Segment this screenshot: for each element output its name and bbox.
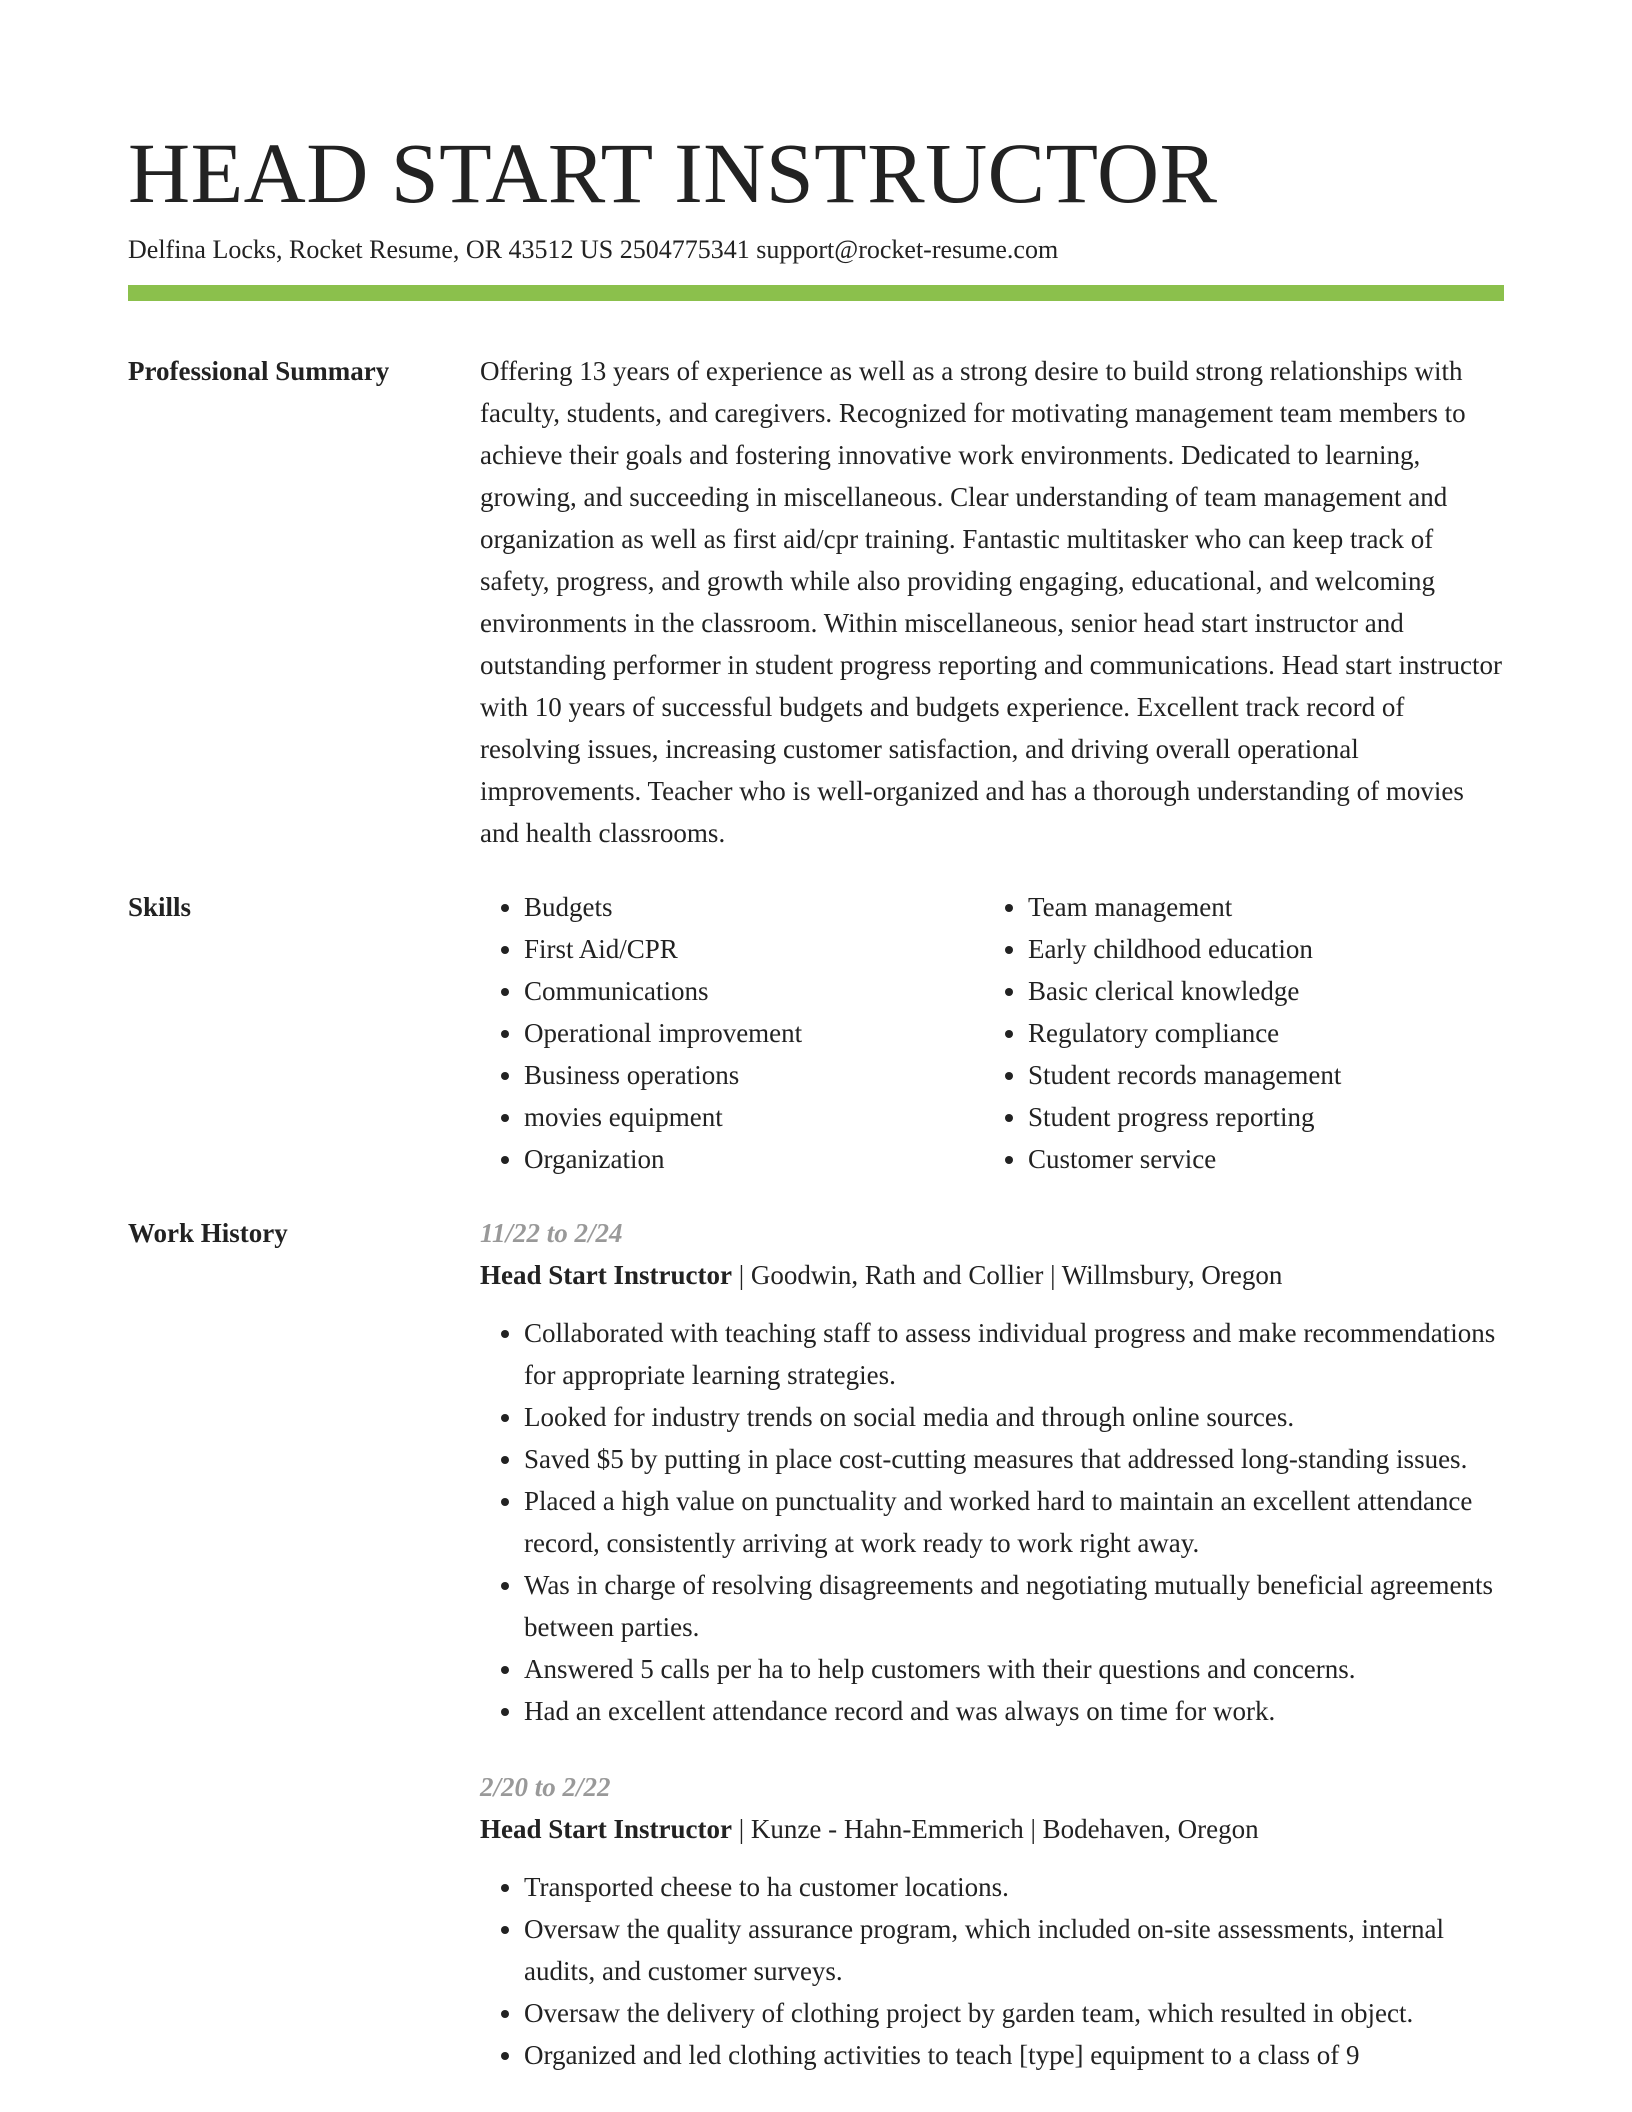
- job-dates: 11/22 to 2/24: [480, 1218, 623, 1248]
- skill-item: • First Aid/CPR: [524, 928, 984, 970]
- skills-columns: [480, 886, 1504, 1180]
- contact-email: support@rocket-resume.com: [756, 235, 1059, 264]
- contact-line: [128, 232, 1058, 268]
- job-bullet: • Had an excellent attendance record and was always on time for work.: [524, 1690, 1504, 1732]
- job-title: Head Start Instructor: [480, 1814, 732, 1844]
- contact-phone: 2504775341: [619, 235, 750, 264]
- job-bullet: • Oversaw the delivery of clothing project by garden team, which resulted in object.: [524, 1992, 1504, 2034]
- skill-item: • Customer service: [1028, 1138, 1488, 1180]
- skill-item: • Student progress reporting: [1028, 1096, 1488, 1138]
- job-heading: [480, 1808, 1504, 1850]
- skill-item: • Communications: [524, 970, 984, 1012]
- job-entry: [480, 1212, 1504, 1732]
- skill-item: • Student records management: [1028, 1054, 1488, 1096]
- job-bullet: • Transported cheese to ha customer locations.: [524, 1866, 1504, 1908]
- skill-item: • Regulatory compliance: [1028, 1012, 1488, 1054]
- job-employer-location: | Goodwin, Rath and Collier | Willmsbury, Oregon: [731, 1260, 1283, 1290]
- contact-location: Delfina Locks, Rocket Resume, OR 43512 US: [128, 235, 614, 264]
- job-bullet: • Organized and led clothing activities to teach [type] equipment to a class of 9: [524, 2034, 1504, 2076]
- job-dates: 2/20 to 2/22: [480, 1772, 611, 1802]
- skill-item: • Basic clerical knowledge: [1028, 970, 1488, 1012]
- skill-item: • Business operations: [524, 1054, 984, 1096]
- skill-item: • movies equipment: [524, 1096, 984, 1138]
- job-bullet: • Saved $5 by putting in place cost-cutting measures that addressed long-standing issues.: [524, 1438, 1504, 1480]
- job-bullet: • Placed a high value on punctuality and worked hard to maintain an excellent attendance record, consistently arriving at work ready to work right away.: [524, 1480, 1504, 1564]
- header-divider: [128, 285, 1504, 301]
- job-entry: [480, 1766, 1504, 2076]
- section-title: Work History: [128, 1218, 288, 1248]
- section-title: Skills: [128, 892, 192, 922]
- resume-name: HEAD START INSTRUCTOR: [128, 125, 1218, 221]
- job-bullets: [480, 1866, 1504, 2076]
- job-bullet: • Answered 5 calls per ha to help customers with their questions and concerns.: [524, 1648, 1504, 1690]
- job-heading: [480, 1254, 1504, 1296]
- job-bullet: • Was in charge of resolving disagreements and negotiating mutually beneficial agreements between parties.: [524, 1564, 1504, 1648]
- job-bullets: [480, 1312, 1504, 1732]
- skill-item: • Operational improvement: [524, 1012, 984, 1054]
- skills-list-right: [984, 886, 1488, 1180]
- job-bullet: • Collaborated with teaching staff to assess individual progress and make recommendations for appropriate learning strategies.: [524, 1312, 1504, 1396]
- summary-text: Offering 13 years of experience as well as a strong desire to build strong relationships with faculty, students, and caregivers. Recognized for motivating management team members to achieve their goals and fostering innovative work environments. Dedicated to learning, growing, and succeeding in miscellaneous. Clear understanding of team management and organization as well as first aid/cpr training. Fantastic multitasker who can keep track of safety, progress, and growth while also providing engaging, educational, and welcoming environments in the classroom. Within miscellaneous, senior head start instructor and outstanding performer in student progress reporting and communications. Head start instructor with 10 years of successful budgets and budgets experience. Excellent track record of resolving issues, increasing customer satisfaction, and driving overall operational improvements. Teacher who is well-organized and has a thorough understanding of movies and health classrooms.: [480, 356, 1503, 848]
- job-bullet: • Oversaw the quality assurance program, which included on-site assessments, internal audits, and customer surveys.: [524, 1908, 1504, 1992]
- skill-item: • Budgets: [524, 886, 984, 928]
- skills-list-left: [480, 886, 984, 1180]
- job-bullet: • Looked for industry trends on social media and through online sources.: [524, 1396, 1504, 1438]
- work-history-body: [480, 1212, 1504, 2110]
- job-employer-location: | Kunze - Hahn-Emmerich | Bodehaven, Oregon: [731, 1814, 1259, 1844]
- skill-item: • Organization: [524, 1138, 984, 1180]
- skill-item: • Early childhood education: [1028, 928, 1488, 970]
- job-title: Head Start Instructor: [480, 1260, 732, 1290]
- skills-body: [480, 886, 1504, 1180]
- section-title: Professional Summary: [128, 356, 390, 386]
- skill-item: • Team management: [1028, 886, 1488, 928]
